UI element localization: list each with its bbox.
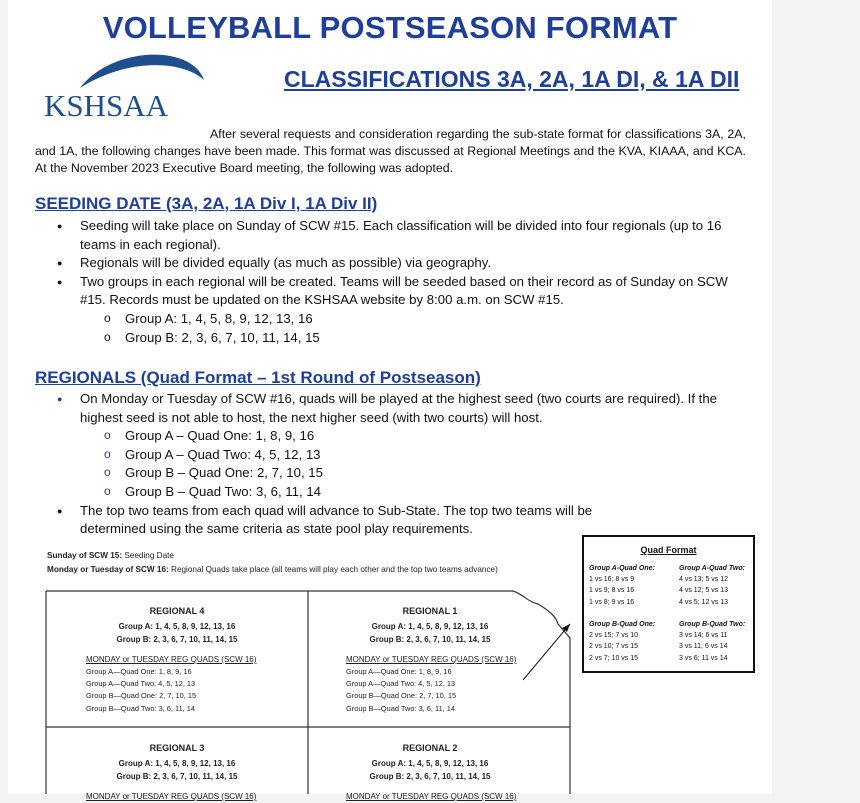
seeding-list bbox=[35, 217, 746, 347]
kshsaa-logo bbox=[42, 50, 212, 122]
regional-4-panel: REGIONAL 4 Group A: 1, 4, 5, 8, 9, 12, 13, 16 Group B: 2, 3, 6, 7, 10, 11, 14, 15 MONDAY or TUESDAY REG QUADS (SCW 16) Group A—Quad One: 1, 8, 9, 16 Group A—Quad Two: 4, 5, 12, 13 Group B—Quad One: 2, 7, 10, 15 Group B—Quad Two: 3, 6, 11, 14 bbox=[86, 606, 257, 713]
logo-text: KSHSAA bbox=[44, 88, 169, 123]
regionals-heading: REGIONALS (Quad Format – 1st Round of Postseason) bbox=[35, 368, 481, 387]
sub-list-item: o Group B – Quad Two: 3, 6, 11, 14 bbox=[35, 483, 746, 502]
group-b-quad-one: Group B-Quad One: 2 vs 15; 7 vs 10 2 vs 10; 7 vs 15 2 vs 7; 10 vs 15 bbox=[589, 621, 656, 662]
group-a-quad-one: Group A-Quad One: 1 vs 16; 8 vs 9 1 vs 9; 8 vs 16 1 vs 8; 9 vs 16 bbox=[589, 565, 655, 606]
group-b-quad-two: Group B-Quad Two: 3 vs 14; 6 vs 11 3 vs 11; 6 vs 14 3 vs 6; 11 vs 14 bbox=[679, 621, 746, 662]
map-seeding-note: Sunday of SCW 15: Seeding Date bbox=[47, 551, 174, 560]
list-item: ● Seeding will take place on Sunday of SCW #15. Each classification will be divided into four regionals (up to 16 teams in each regional). bbox=[35, 217, 746, 254]
page-title: VOLLEYBALL POSTSEASON FORMAT bbox=[102, 10, 678, 45]
quad-format-box bbox=[582, 535, 755, 673]
regionals-list bbox=[35, 390, 746, 539]
quad-format-title: Quad Format bbox=[640, 545, 697, 555]
list-item: ● Regionals will be divided equally (as much as possible) via geography. bbox=[35, 254, 746, 273]
list-item: ● Two groups in each regional will be created. Teams will be seeded based on their record as of Sunday on SCW #15. Records must be updated on the KSHSAA website by 8:00 a.m. on SCW #15. bbox=[35, 273, 746, 310]
list-item: ● The top two teams from each quad will advance to Sub-State. The top two teams will be determined using the same criteria as state pool play requirements. bbox=[35, 502, 625, 539]
sub-list-item: o Group B – Quad One: 2, 7, 10, 15 bbox=[35, 464, 746, 483]
seeding-heading: SEEDING DATE (3A, 2A, 1A Div I, 1A Div II) bbox=[35, 194, 378, 213]
document-page bbox=[8, 0, 772, 801]
regional-3-panel: REGIONAL 3 Group A: 1, 4, 5, 8, 9, 12, 13, 16 Group B: 2, 3, 6, 7, 10, 11, 14, 15 MONDAY or TUESDAY REG QUADS (SCW 16) bbox=[86, 743, 257, 801]
sub-list-item: o Group A – Quad Two: 4, 5, 12, 13 bbox=[35, 446, 746, 465]
sub-list-item: o Group A – Quad One: 1, 8, 9, 16 bbox=[35, 427, 746, 446]
map-quads-note: Monday or Tuesday of SCW 16: Regional Quads take place (all teams will play each other and the top two teams advance) bbox=[47, 565, 498, 574]
group-a-quad-two: Group A-Quad Two: 4 vs 13; 5 vs 12 4 vs 12; 5 vs 13 4 vs 5; 12 vs 13 bbox=[679, 565, 745, 606]
regional-2-panel: REGIONAL 2 Group A: 1, 4, 5, 8, 9, 12, 13, 16 Group B: 2, 3, 6, 7, 10, 11, 14, 15 MONDAY or TUESDAY REG QUADS (SCW 16) bbox=[346, 743, 517, 801]
sub-list-item: o Group B: 2, 3, 6, 7, 10, 11, 14, 15 bbox=[35, 329, 746, 348]
sub-list-item: o Group A: 1, 4, 5, 8, 9, 12, 13, 16 bbox=[35, 310, 746, 329]
intro-paragraph: After several requests and consideration regarding the sub-state format for classifications 3A, 2A, and 1A, the following changes have been made. This format was discussed at Regional Meetings and the KVA, KIAAA, and KCA. At the November 2023 Executive Board meeting, the following was adopted. bbox=[35, 127, 746, 175]
list-item: ● On Monday or Tuesday of SCW #16, quads will be played at the highest seed (two courts are required). If the highest seed is not able to host, the next higher seed (with two courts) will host. bbox=[35, 390, 746, 427]
regional-1-panel: REGIONAL 1 Group A: 1, 4, 5, 8, 9, 12, 13, 16 Group B: 2, 3, 6, 7, 10, 11, 14, 15 MONDAY or TUESDAY REG QUADS (SCW 16) Group A—Quad One: 1, 8, 9, 16 Group A—Quad Two: 4, 5, 12, 13 Group B—Quad One: 2, 7, 10, 15 Group B—Quad Two: 3, 6, 11, 14 bbox=[346, 606, 517, 713]
page-subtitle: CLASSIFICATIONS 3A, 2A, 1A DI, & 1A DII bbox=[284, 66, 740, 92]
